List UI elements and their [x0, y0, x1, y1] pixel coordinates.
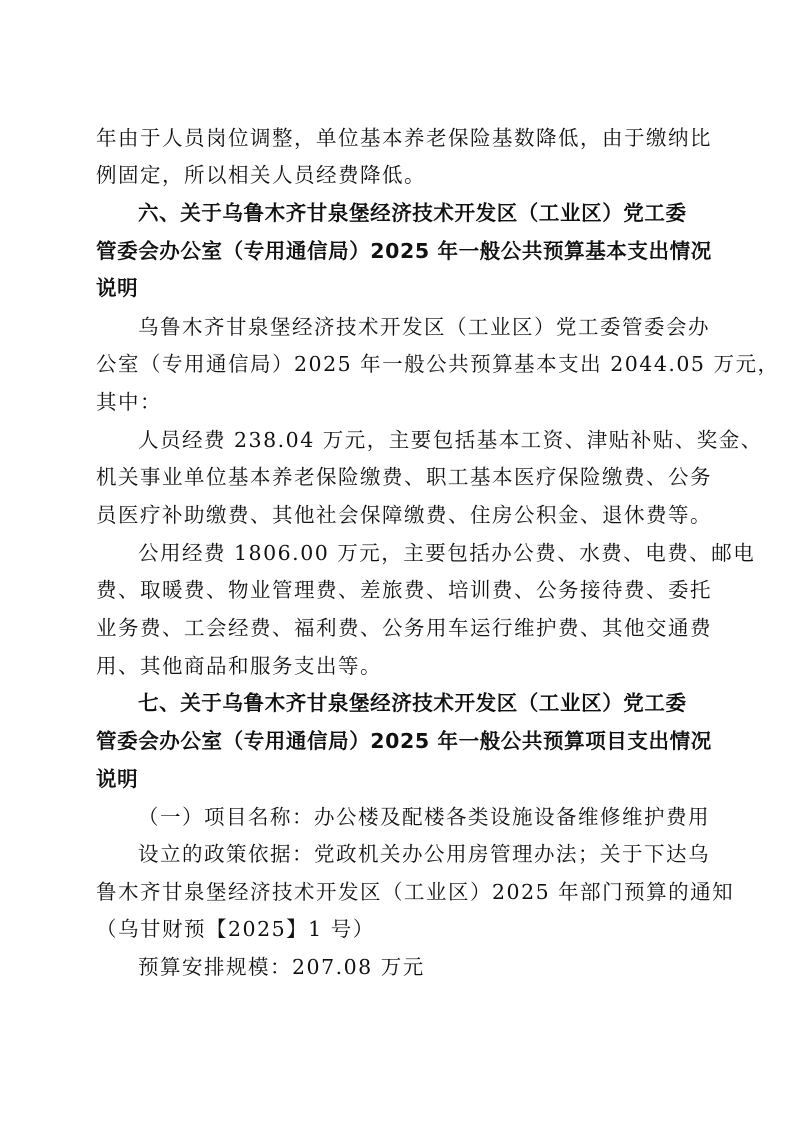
paragraph-line: 年由于人员岗位调整，单位基本养老保险基数降低，由于缴纳比 [96, 126, 712, 150]
section-heading-6-line: 管委会办公室（专用通信局）2025 年一般公共预算基本支出情况 [96, 239, 712, 263]
paragraph-line: 其中： [96, 390, 162, 414]
section-heading-7-line: 管委会办公室（专用通信局）2025 年一般公共预算项目支出情况 [96, 729, 712, 753]
section-heading-7-line: 说明 [96, 767, 139, 791]
paragraph-line: 业务费、工会经费、福利费、公务用车运行维护费、其他交通费 [96, 616, 712, 640]
paragraph-line: （乌甘财预【2025】1 号） [96, 917, 375, 941]
project-name-line: （一）项目名称：办公楼及配楼各类设施设备维修维护费用 [138, 805, 710, 829]
section-heading-6-line: 说明 [96, 276, 139, 300]
paragraph-line: 公室（专用通信局）2025 年一般公共预算基本支出 2044.05 万元， [96, 352, 780, 376]
section-heading-7-line: 七、关于乌鲁木齐甘泉堡经济技术开发区（工业区）党工委 [138, 691, 687, 715]
paragraph-line: 员医疗补助缴费、其他社会保障缴费、住房公积金、退休费等。 [96, 503, 712, 527]
paragraph-line: 机关事业单位基本养老保险缴费、职工基本医疗保险缴费、公务 [96, 465, 712, 489]
paragraph-line: 鲁木齐甘泉堡经济技术开发区（工业区）2025 年部门预算的通知 [96, 880, 735, 904]
paragraph-line: 人员经费 238.04 万元，主要包括基本工资、津贴补贴、奖金、 [138, 428, 763, 452]
paragraph-line: 用、其他商品和服务支出等。 [96, 654, 382, 678]
paragraph-line: 乌鲁木齐甘泉堡经济技术开发区（工业区）党工委管委会办 [138, 315, 710, 339]
paragraph-line: 费、取暖费、物业管理费、差旅费、培训费、公务接待费、委托 [96, 578, 712, 602]
section-heading-6-line: 六、关于乌鲁木齐甘泉堡经济技术开发区（工业区）党工委 [138, 201, 687, 225]
budget-scale-line: 预算安排规模：207.08 万元 [138, 955, 425, 979]
paragraph-line: 设立的政策依据：党政机关办公用房管理办法；关于下达乌 [138, 842, 710, 866]
paragraph-line: 例固定，所以相关人员经费降低。 [96, 163, 426, 187]
paragraph-line: 公用经费 1806.00 万元，主要包括办公费、水费、电费、邮电 [138, 541, 756, 565]
